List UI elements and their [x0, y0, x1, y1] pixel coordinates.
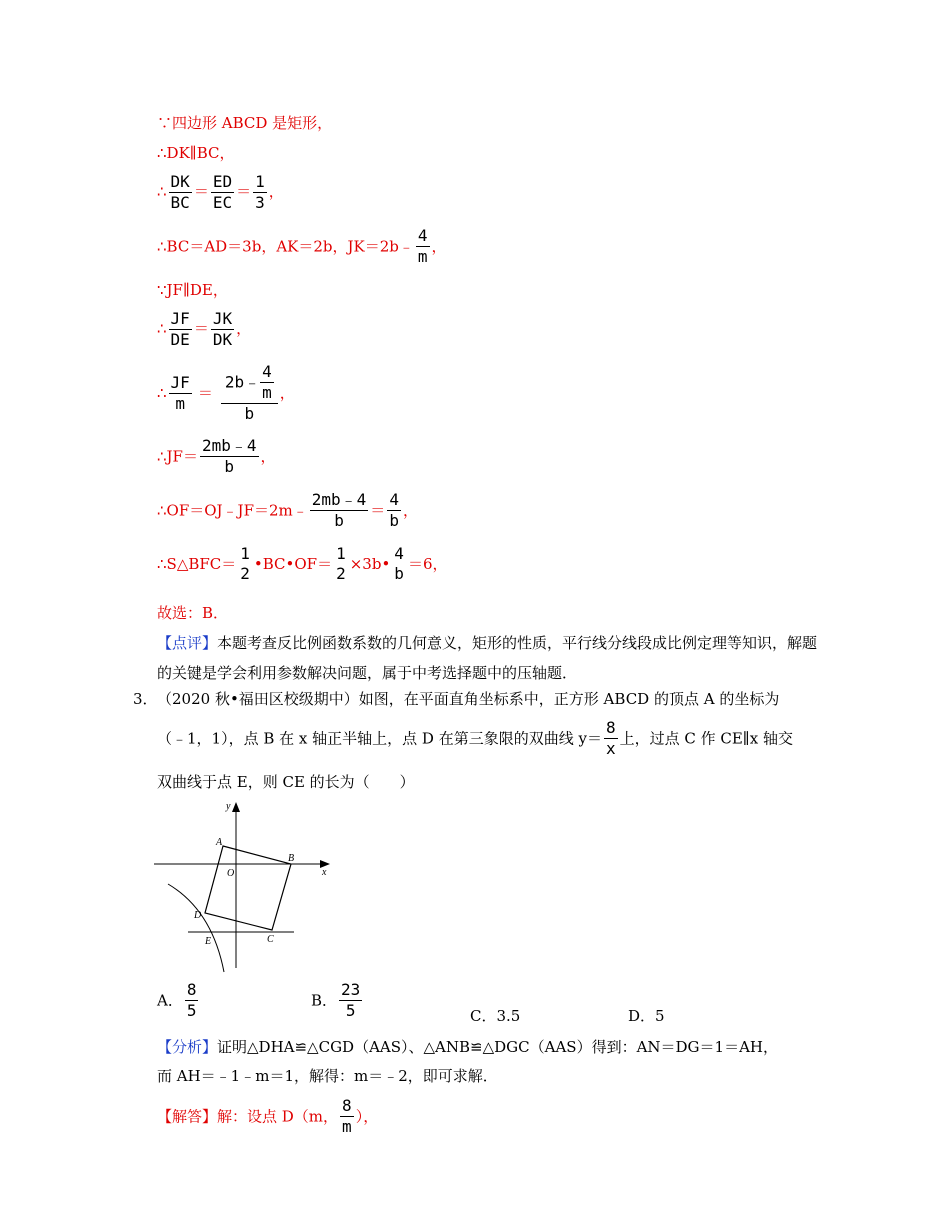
- fraction-2mb4-b-2: $\frac{2mb﹣4}{b}$: [311, 490, 367, 530]
- y-axis-arrow: [232, 802, 240, 812]
- comment-block: [157, 628, 827, 688]
- label-d: D: [194, 910, 202, 921]
- line-ratio-3: ∴ $\frac{JF}{m}$ ＝ 2b﹣ $\frac{4}{m}$ b ，: [157, 362, 295, 423]
- fraction-compound: 2b﹣ $\frac{4}{m}$ b: [221, 362, 278, 424]
- fraction-8-x: $\frac{8}{x}$: [605, 718, 616, 758]
- question-line-1: （2020 秋•福田区校级期中）如图，在平面直角坐标系中，正方形 ABCD 的顶点 A 的坐标为: [157, 690, 780, 708]
- option-b[interactable]: B． $\frac{23}{5}$: [311, 980, 361, 1020]
- line-jf-parallel: ∵JF∥DE，: [157, 281, 228, 299]
- label-b: B: [288, 853, 295, 864]
- therefore-symbol: ∴: [157, 182, 167, 201]
- line-rectangle: ∵四边形 ABCD 是矩形，: [157, 114, 333, 132]
- fraction-half-2: 1 2: [336, 544, 346, 583]
- answer-line: 【解答】解：设点 D（m， $\frac{8}{m}$ ），: [157, 1096, 379, 1136]
- fraction-8-m: $\frac{8}{m}$: [342, 1096, 352, 1136]
- line-dk-parallel: ∴DK∥BC，: [157, 144, 235, 162]
- analysis-line-2: 而 AH＝﹣1﹣m＝1，解得：m＝﹣2，即可求解．: [157, 1067, 498, 1085]
- analysis-line-1: 【分析】证明△DHA≌△CGD（AAS）、△ANB≌△DGC（AAS）得到：AN＝DG＝1＝AH，: [157, 1038, 778, 1056]
- comment-tag: 【点评】: [157, 634, 218, 652]
- option-a[interactable]: A． $\frac{8}{5}$: [157, 980, 197, 1020]
- square-abcd: [205, 846, 291, 930]
- line-of-value: ∴OF＝OJ﹣JF＝2m﹣ $\frac{2mb﹣4}{b}$ ＝ $\frac{4}{b}$ ，: [157, 490, 418, 530]
- line-ratio-1: ∴ $\frac{DK}{BC}$ ＝ $\frac{ED}{EC}$ ＝ $\frac{1}{3}$ ，: [157, 172, 284, 212]
- line-bc-ad: ∴BC＝AD＝3b，AK＝2b，JK＝2b﹣ $\frac{4}{m}$ ，: [157, 226, 447, 266]
- fraction-2mb4-b: $\frac{2mb﹣4}{b}$: [201, 436, 257, 476]
- option-d[interactable]: D．5: [628, 1007, 665, 1025]
- line-ratio-2: ∴ $\frac{JF}{DE}$ ＝ $\frac{JK}{DK}$ ，: [157, 309, 252, 349]
- fraction-4-b: $\frac{4}{b}$: [389, 490, 399, 530]
- question-line-2: （﹣1，1），点 B 在 x 轴正半轴上，点 D 在第三象限的双曲线 y＝ $\frac{8}{x}$ 上，过点 C 作 CE∥x 轴交: [157, 718, 793, 758]
- label-c: C: [267, 934, 274, 945]
- comment-text: 本题考查反比例函数系数的几何意义，矩形的性质，平行线分线段成比例定理等知识，解题的关键是学会利用参数解决问题，属于中考选择题中的压轴题．: [157, 634, 818, 682]
- hyperbola-arc: [168, 884, 224, 972]
- answer-tag: 【解答】: [157, 1107, 218, 1126]
- option-b-fraction: $\frac{23}{5}$: [341, 980, 361, 1020]
- question-number: 3．: [133, 690, 158, 708]
- fraction-dk-bc: $\frac{DK}{BC}$: [170, 172, 190, 212]
- option-a-fraction: $\frac{8}{5}$: [186, 980, 197, 1020]
- fraction-4-b-2: 4 b: [394, 544, 404, 583]
- label-a: A: [216, 837, 223, 848]
- line-jf-value: ∴JF＝ $\frac{2mb﹣4}{b}$ ，: [157, 436, 276, 476]
- label-o: O: [227, 868, 235, 879]
- fraction-jk-dk: $\frac{JK}{DK}$: [212, 309, 233, 349]
- analysis-tag: 【分析】: [157, 1038, 218, 1056]
- coordinate-figure: [150, 800, 340, 975]
- line-choice: 故选：B．: [157, 604, 229, 622]
- fraction-jf-m: $\frac{JF}{m}$: [170, 372, 190, 413]
- question-line-3: 双曲线于点 E，则 CE 的长为（ ）: [157, 773, 415, 791]
- label-x: x: [322, 867, 327, 878]
- label-e: E: [205, 936, 212, 947]
- fraction-jf-de: $\frac{JF}{DE}$: [170, 309, 190, 349]
- fraction-ed-ec: $\frac{ED}{EC}$: [212, 172, 233, 212]
- fraction-half-1: 1 2: [240, 544, 250, 583]
- fraction-one-third: $\frac{1}{3}$: [255, 172, 265, 212]
- option-c[interactable]: C．3.5: [470, 1007, 521, 1025]
- label-y: y: [226, 801, 231, 812]
- line-area: ∴S△BFC＝ 1 2 •BC•OF＝ 1 2 ×3b• 4 b ＝6，: [157, 544, 448, 583]
- fraction-4-m: $\frac{4}{m}$: [417, 226, 428, 266]
